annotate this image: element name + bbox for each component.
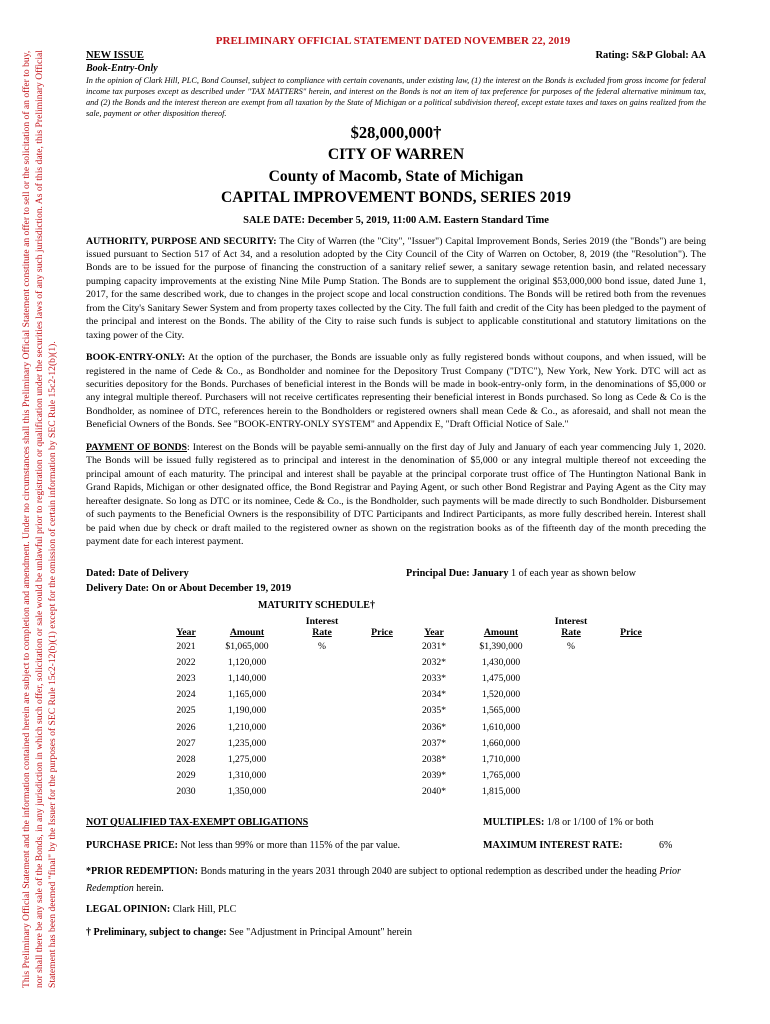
county-state: County of Macomb, State of Michigan bbox=[268, 167, 524, 185]
maturity-year: 2038* bbox=[422, 753, 446, 765]
maturity-amount: 1,815,000 bbox=[481, 786, 521, 798]
maturity-year: 2032* bbox=[422, 656, 446, 668]
col-amount-2: Amount bbox=[483, 627, 519, 638]
book-entry-heading: BOOK-ENTRY-ONLY: bbox=[86, 352, 186, 364]
maturity-year: 2024 bbox=[176, 689, 196, 701]
maturity-rows bbox=[165, 638, 661, 800]
maturity-amount: 1,140,000 bbox=[227, 672, 267, 684]
legal-opinion-text: Clark Hill, PLC bbox=[170, 904, 237, 915]
maturity-rate: % bbox=[318, 640, 326, 652]
prior-redemption-end: herein. bbox=[133, 883, 164, 894]
maturity-amount: 1,275,000 bbox=[227, 753, 267, 765]
terms-row-1 bbox=[86, 817, 706, 828]
col-amount: Amount bbox=[229, 627, 265, 638]
maturity-year: 2037* bbox=[422, 737, 446, 749]
legal-opinion bbox=[86, 904, 706, 915]
maturity-year: 2028 bbox=[176, 753, 196, 765]
maturity-price bbox=[357, 638, 407, 654]
maturity-price bbox=[601, 638, 661, 654]
maturity-year: 2025 bbox=[176, 705, 196, 717]
maturity-price bbox=[357, 768, 407, 784]
purchase-price-label: PURCHASE PRICE: bbox=[86, 840, 178, 851]
maturity-price bbox=[601, 784, 661, 800]
dates-block bbox=[86, 566, 706, 598]
book-entry-paragraph bbox=[86, 351, 706, 432]
bond-title: CAPITAL IMPROVEMENT BONDS, SERIES 2019 bbox=[221, 189, 571, 206]
maturity-year: 2021 bbox=[176, 640, 196, 652]
maturity-year: 2036* bbox=[422, 721, 446, 733]
maturity-rate: % bbox=[567, 640, 575, 652]
maturity-price bbox=[601, 768, 661, 784]
maturity-price bbox=[357, 735, 407, 751]
maturity-year: 2040* bbox=[422, 786, 446, 798]
maturity-rate bbox=[287, 751, 357, 767]
tax-opinion: In the opinion of Clark Hill, PLC, Bond Counsel, subject to compliance with certain covenants, under existing law, (1) the interest on the Bonds is excluded from gross income for federal income tax purposes except as described under "TAX MATTERS" herein, and interest on the Bonds is not an item of tax preference for purposes of the federal alternative minimum tax, and (2) the Bonds and the interest thereon are exempt from all taxation by the State of Michigan or a political subdivision thereof, except estate taxes and taxes on gains realized from the sale, payment or other disposition thereof. bbox=[86, 76, 706, 118]
maturity-row bbox=[165, 670, 661, 686]
principal-due-label: Principal Due: January bbox=[406, 568, 509, 579]
max-rate-value: 6% bbox=[659, 840, 673, 851]
delivery-date: Delivery Date: On or About December 19, 2019 bbox=[86, 583, 292, 594]
maturity-row bbox=[165, 638, 661, 654]
maturity-row bbox=[165, 719, 661, 735]
maturity-price bbox=[601, 670, 661, 686]
maturity-amount: 1,165,000 bbox=[227, 689, 267, 701]
maturity-amount: 1,120,000 bbox=[227, 656, 267, 668]
multiples bbox=[483, 817, 653, 828]
preliminary-footnote bbox=[86, 927, 706, 938]
prior-redemption-text: Bonds maturing in the years 2031 through 2040 are subject to optional redemption as described under the heading bbox=[197, 866, 660, 877]
maturity-price bbox=[357, 654, 407, 670]
maturity-amount: $1,065,000 bbox=[225, 640, 269, 652]
maturity-amount: 1,660,000 bbox=[481, 737, 521, 749]
col-price-2: Price bbox=[620, 627, 642, 638]
payment-text: : Interest on the Bonds will be payable semi-annually on the first day of July and January of each year commencing July 1, 2020. The Bonds will be issued fully registered as to principal and interest in the denomination of $5,000 or any integral multiple thereof not exceeding the principal amount of each maturity. The principal and interest shall be payable at the principal corporate trust office of The Huntington National Bank in Grand Rapids, Michigan or other designated office, the Bond Registrar and Paying Agent, or such other Bond Registrar and Paying Agent as the City may hereafter designate. So long as DTC or its nominee, Cede & Co., is the Bondholder, such payments will be made directly to such Bondholder. Disbursement of such payments to the Beneficial Owners is the responsibility of DTC Participants and Indirect Participants, as more fully described herein. Interest shall be paid when due by check or draft mailed to the registered owner as shown on the registration books as of the fifteenth day of the month preceding the payment date for each interest payment. bbox=[86, 441, 706, 548]
maturity-price bbox=[357, 703, 407, 719]
sale-date: SALE DATE: December 5, 2019, 11:00 A.M. Eastern Standard Time bbox=[243, 214, 549, 226]
maturity-amount: 1,210,000 bbox=[227, 721, 267, 733]
maturity-price bbox=[357, 719, 407, 735]
maturity-amount: 1,310,000 bbox=[227, 770, 267, 782]
authority-paragraph bbox=[86, 235, 706, 343]
book-entry-only-label: Book-Entry-Only bbox=[86, 63, 158, 74]
col-rate-2: Interest Rate bbox=[554, 616, 588, 638]
authority-heading: AUTHORITY, PURPOSE AND SECURITY: bbox=[86, 235, 277, 247]
prior-redemption-heading: Prior Redemption bbox=[86, 866, 681, 894]
rating: Rating: S&P Global: AA bbox=[595, 50, 706, 61]
maturity-amount: 1,235,000 bbox=[227, 737, 267, 749]
maturity-amount: 1,610,000 bbox=[481, 721, 521, 733]
maturity-rate bbox=[287, 719, 357, 735]
preliminary-footnote-text: See "Adjustment in Principal Amount" herein bbox=[226, 927, 413, 938]
maturity-row bbox=[165, 784, 661, 800]
maturity-rate bbox=[287, 768, 357, 784]
maturity-price bbox=[601, 719, 661, 735]
maturity-amount: 1,710,000 bbox=[481, 753, 521, 765]
maturity-rate bbox=[541, 703, 601, 719]
maturity-year: 2030 bbox=[176, 786, 196, 798]
maturity-year: 2039* bbox=[422, 770, 446, 782]
maturity-year: 2031* bbox=[422, 640, 446, 652]
maturity-price bbox=[357, 784, 407, 800]
maturity-rate bbox=[541, 768, 601, 784]
maturity-price bbox=[357, 687, 407, 703]
maturity-year: 2023 bbox=[176, 672, 196, 684]
preliminary-disclaimer: This Preliminary Official Statement and the information contained herein are subject to completion and amendment. Under no circumstances shall this Preliminary Official Statement constitute an offer to sell or the solicitation of an offer to buy, nor shall there be any sale of the Bonds, in any jurisdiction in which such offer, solicitation or sale would be unlawful prior to registration or qualification under the securities laws of any such jurisdiction. As of this date, this Preliminary Official Statement has been deemed "final" by the Issuer for the purposes of SEC Rule 15c2-12(b)(1) except for the omission of certain information by SEC Rule 15c2-12(b)(1). bbox=[21, 50, 58, 988]
maturity-row bbox=[165, 654, 661, 670]
payment-paragraph bbox=[86, 441, 706, 549]
maturity-rate bbox=[541, 784, 601, 800]
maturity-rate bbox=[287, 654, 357, 670]
maturity-amount: 1,475,000 bbox=[481, 672, 521, 684]
maturity-row bbox=[165, 751, 661, 767]
maturity-row bbox=[165, 703, 661, 719]
issue-row bbox=[86, 50, 706, 61]
maturity-amount: 1,190,000 bbox=[227, 705, 267, 717]
maturity-amount: 1,765,000 bbox=[481, 770, 521, 782]
col-year-2: Year bbox=[424, 627, 444, 638]
maturity-rate bbox=[541, 719, 601, 735]
maturity-amount: $1,390,000 bbox=[479, 640, 523, 652]
maturity-amount: 1,520,000 bbox=[481, 689, 521, 701]
maturity-rate bbox=[287, 703, 357, 719]
multiples-text: 1/8 or 1/100 of 1% or both bbox=[544, 817, 654, 828]
maturity-price bbox=[601, 751, 661, 767]
maturity-price bbox=[601, 703, 661, 719]
col-rate: Interest Rate bbox=[305, 616, 339, 638]
authority-text: The City of Warren (the "City", "Issuer") Capital Improvement Bonds, Series 2019 (the "Bonds") are being issued pursuant to Section 517 of Act 34, and a resolution adopted by the City Council of the City of Warren on October, 8, 2019 (the "Resolution"). The Bonds are to be issued for the purpose of financing the construction of a sanitary relief sewer, a sanitary sewage retention basin, and related necessary pumping capacity improvements at the existing Nine Mile Pump Station. The Bonds are to supplement the original $53,000,000 bond issue, dated June 1, 2017, for the same described work, due to changes in the project scope and local construction conditions. The Bonds will be retired both from the revenues from the City's Sanitary Sewer System and from property taxes collected by the City. The full faith and credit of the City has been pledged to the payment of the principal and interest on the Bonds. The ability of the City to raise such funds is subject to applicable constitutional and statutory limitations on the taxing power of the City. bbox=[86, 235, 707, 341]
maturity-rate bbox=[541, 751, 601, 767]
par-amount: $28,000,000† bbox=[350, 123, 442, 142]
maturity-rate bbox=[541, 670, 601, 686]
maturity-year: 2022 bbox=[176, 656, 196, 668]
maturity-rate bbox=[287, 735, 357, 751]
book-entry-text: At the option of the purchaser, the Bonds are issuable only as fully registered bonds without coupons, and when issued, will be registered in the name of Cede & Co., as Bondholder and nominee for the Depository Trust Company ("DTC"), New York, New York. DTC will act as securities depository for the Bonds. Purchases of beneficial interest in the Bonds will be made in book-entry-only form, in the denominations of $5,000 or any integral multiple thereof. Purchasers will not receive certificates representing their beneficial interest in Bonds purchased. So long as Cede & Co is the Bondholder, as nominee of DTC, references herein to the Bondholders or registered owners shall mean Cede & Co., as aforesaid, and shall not mean the Beneficial Owners of the Bonds. See "BOOK-ENTRY-ONLY SYSTEM" and Appendix E, "Draft Official Notice of Sale." bbox=[86, 352, 706, 431]
maturity-row bbox=[165, 687, 661, 703]
maturity-schedule-title: MATURITY SCHEDULE† bbox=[258, 600, 375, 611]
maturity-rate bbox=[541, 687, 601, 703]
maturity-year: 2035* bbox=[422, 705, 446, 717]
prior-redemption bbox=[86, 863, 706, 897]
payment-heading: PAYMENT OF BONDS bbox=[86, 441, 188, 453]
maturity-year: 2033* bbox=[422, 672, 446, 684]
maturity-row bbox=[165, 735, 661, 751]
principal-due-text: 1 of each year as shown below bbox=[508, 568, 637, 579]
col-price: Price bbox=[371, 627, 393, 638]
preliminary-footnote-label: † Preliminary, subject to change: bbox=[86, 927, 227, 938]
maturity-price bbox=[601, 735, 661, 751]
maturity-row bbox=[165, 768, 661, 784]
prior-redemption-label: *PRIOR REDEMPTION: bbox=[86, 866, 198, 877]
maturity-price bbox=[357, 670, 407, 686]
maturity-year: 2029 bbox=[176, 770, 196, 782]
maturity-year: 2034* bbox=[422, 689, 446, 701]
maturity-rate bbox=[541, 735, 601, 751]
maturity-rate bbox=[287, 670, 357, 686]
maturity-year: 2027 bbox=[176, 737, 196, 749]
preliminary-header: PRELIMINARY OFFICIAL STATEMENT DATED NOVEMBER 22, 2019 bbox=[215, 35, 571, 47]
multiples-label: MULTIPLES: bbox=[483, 817, 545, 828]
maturity-header-row bbox=[165, 616, 661, 638]
dated: Dated: Date of Delivery bbox=[86, 568, 189, 579]
maturity-rate bbox=[541, 654, 601, 670]
terms-row-2 bbox=[86, 840, 706, 851]
issuer-name: CITY OF WARREN bbox=[327, 146, 465, 163]
not-qualified: NOT QUALIFIED TAX-EXEMPT OBLIGATIONS bbox=[86, 817, 309, 828]
maturity-rate bbox=[287, 784, 357, 800]
maturity-amount: 1,565,000 bbox=[481, 705, 521, 717]
max-rate-label: MAXIMUM INTEREST RATE: bbox=[483, 840, 623, 851]
purchase-price-text: Not less than 99% or more than 115% of the par value. bbox=[177, 840, 401, 851]
maturity-schedule bbox=[165, 616, 661, 800]
maturity-price bbox=[357, 751, 407, 767]
cover-page bbox=[86, 50, 706, 548]
maturity-amount: 1,430,000 bbox=[481, 656, 521, 668]
legal-opinion-label: LEGAL OPINION: bbox=[86, 904, 171, 915]
maturity-year: 2026 bbox=[176, 721, 196, 733]
principal-due bbox=[406, 566, 636, 581]
dates-row bbox=[86, 566, 706, 598]
col-year: Year bbox=[176, 627, 196, 638]
maturity-price bbox=[601, 654, 661, 670]
maturity-amount: 1,350,000 bbox=[227, 786, 267, 798]
maturity-rate bbox=[287, 687, 357, 703]
maturity-price bbox=[601, 687, 661, 703]
new-issue-label: NEW ISSUE bbox=[86, 50, 144, 61]
